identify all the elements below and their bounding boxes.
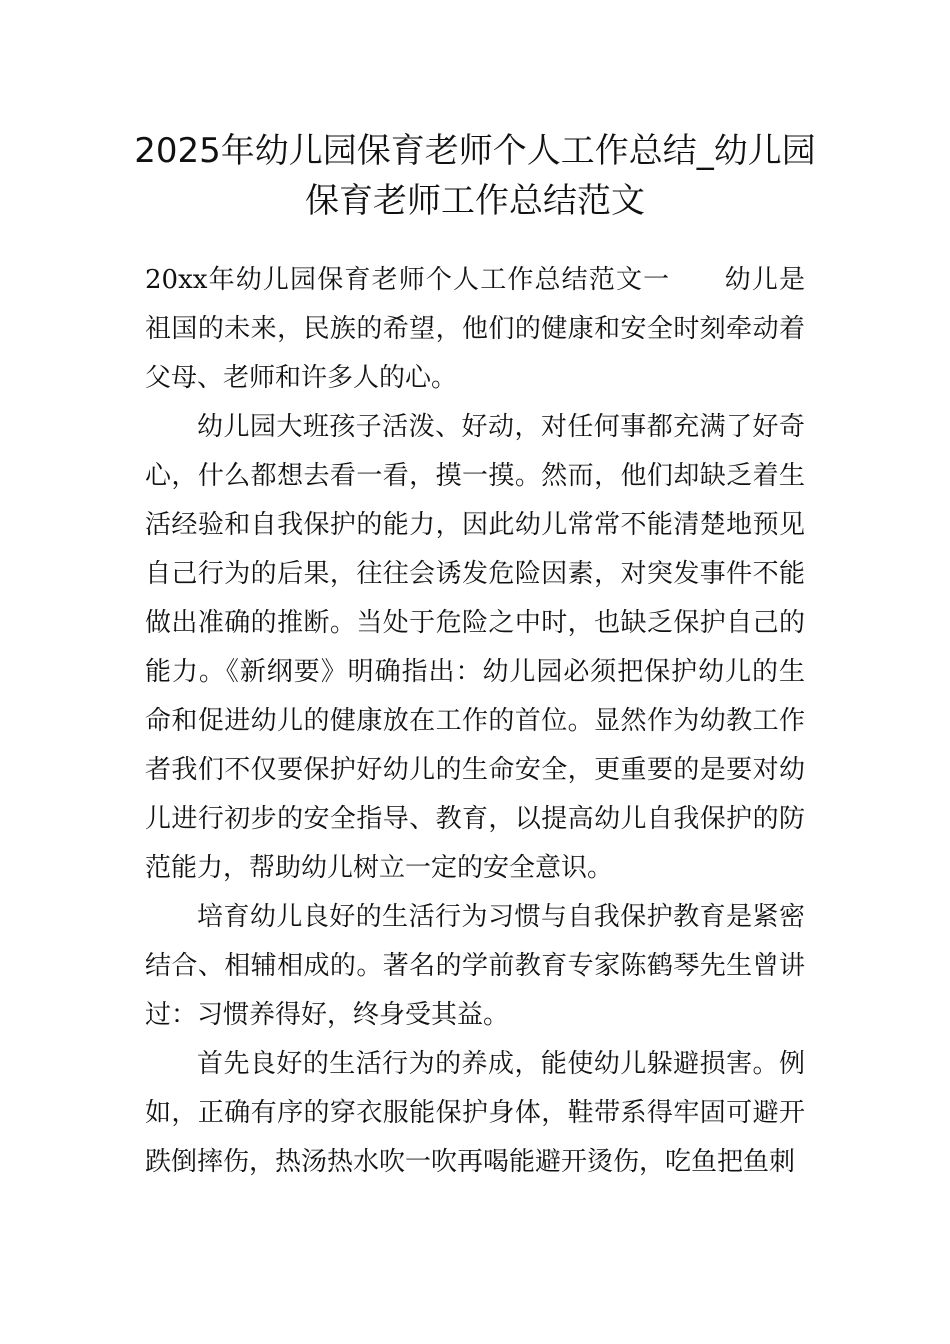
paragraph-2: 幼儿园大班孩子活泼、好动，对任何事都充满了好奇心，什么都想去看一看，摸一摸。然而，他们却缺乏着生活经验和自我保护的能力，因此幼儿常常不能清楚地预见自己行为的后果，往往会诱发危险因素，对突发事件不能做出准确的推断。当处于危险之中时，也缺乏保护自己的能力。《新纲要》明确指出：幼儿园必须把保护幼儿的生命和促进幼儿的健康放在工作的首位。显然作为幼教工作者我们不仅要保护好幼儿的生命安全，更重要的是要对幼儿进行初步的安全指导、教育，以提高幼儿自我保护的防范能力，帮助幼儿树立一定的安全意识。	[145, 412, 805, 883]
paragraph-1: 20xx年幼儿园保育老师个人工作总结范文一 幼儿是祖国的未来，民族的希望，他们的健康和安全时刻牵动着父母、老师和许多人的心。	[145, 265, 805, 393]
document-body	[145, 256, 805, 1187]
document-title: 2025年幼儿园保育老师个人工作总结_幼儿园保育老师工作总结范文	[134, 131, 816, 221]
paragraph-4: 首先良好的生活行为的养成，能使幼儿躲避损害。例如，正确有序的穿衣服能保护身体，鞋带系得牢固可避开跌倒摔伤，热汤热水吹一吹再喝能避开烫伤，吃鱼把鱼刺	[145, 1049, 805, 1177]
paragraph-3: 培育幼儿良好的生活行为习惯与自我保护教育是紧密结合、相辅相成的。著名的学前教育专家陈鹤琴先生曾讲过：习惯养得好，终身受其益。	[145, 902, 805, 1030]
